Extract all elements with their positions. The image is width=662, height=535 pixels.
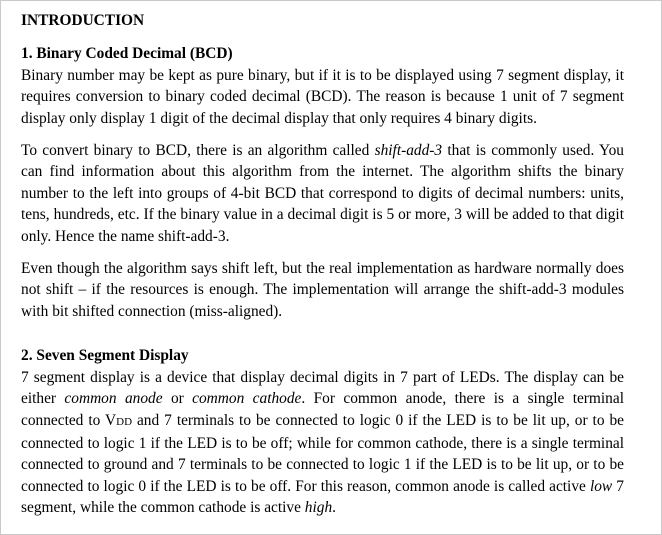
document-content <box>21 10 624 530</box>
ss-text-c: . For common anode, there is a single terminal connected to V <box>21 390 624 429</box>
active-high-term: high <box>304 499 333 517</box>
seven-segment-paragraph <box>21 367 624 519</box>
bcd-paragraph-2-text-b: that is commonly used. You can find information about this algorithm from the internet. The algorithm shifts the binary number to the left into groups of 4-bit BCD that correspond to digits of decimal numbers: units, tens, hundreds, etc. If the binary value in a decimal digit is 5 or more, 3 will be added to that digit only. Hence the name shift-add-3. <box>21 142 624 245</box>
ss-text-a: 7 segment display is a device that display decimal digits in 7 part of LEDs. The display can be either <box>21 368 624 408</box>
bcd-paragraph-1: Binary number may be kept as pure binary, but if it is to be displayed using 7 segment display, it requires conversion to binary coded decimal (BCD). The reason is because 1 unit of 7 segment display only display 1 digit of the decimal display that only requires 4 binary digits. <box>21 66 624 127</box>
ss-text-b: or <box>162 390 193 408</box>
ss-text-d: and 7 terminals to be connected to logic 0 if the LED is to be lit up, or to be connected to logic 1 if the LED is to be off; while for common cathode, there is a single terminal connected to ground and 7 terminals to be connected to logic 1 if the LED is to be lit up, or to be connected to logic 0 if the LED is to be off. For this reason, common anode is called active <box>21 411 625 495</box>
active-low-term: low <box>589 477 613 495</box>
bcd-paragraph-2-text-a: To convert binary to BCD, there is an algorithm called <box>21 142 375 160</box>
common-anode-term: common anode <box>64 390 163 408</box>
shift-add-3-term: shift-add-3 <box>374 142 443 160</box>
common-cathode-term: common cathode <box>192 390 302 408</box>
ss-text-f: . <box>332 499 337 517</box>
section-gap <box>21 333 624 345</box>
section-heading-bcd: 1. Binary Coded Decimal (BCD) <box>21 45 233 63</box>
vdd-subscript: DD <box>116 415 133 428</box>
ss-text-e: 7 segment, while the common cathode is active <box>21 477 624 517</box>
document-title: INTRODUCTION <box>21 12 145 29</box>
section-heading-seven-segment: 2. Seven Segment Display <box>21 347 189 365</box>
bcd-paragraph-3: Even though the algorithm says shift left, but the real implementation as hardware normally does not shift – if the resources is enough. The implementation will arrange the shift-add-3 modules with bit shifted connection (miss-aligned). <box>21 260 624 320</box>
bcd-paragraph-2 <box>21 140 624 247</box>
